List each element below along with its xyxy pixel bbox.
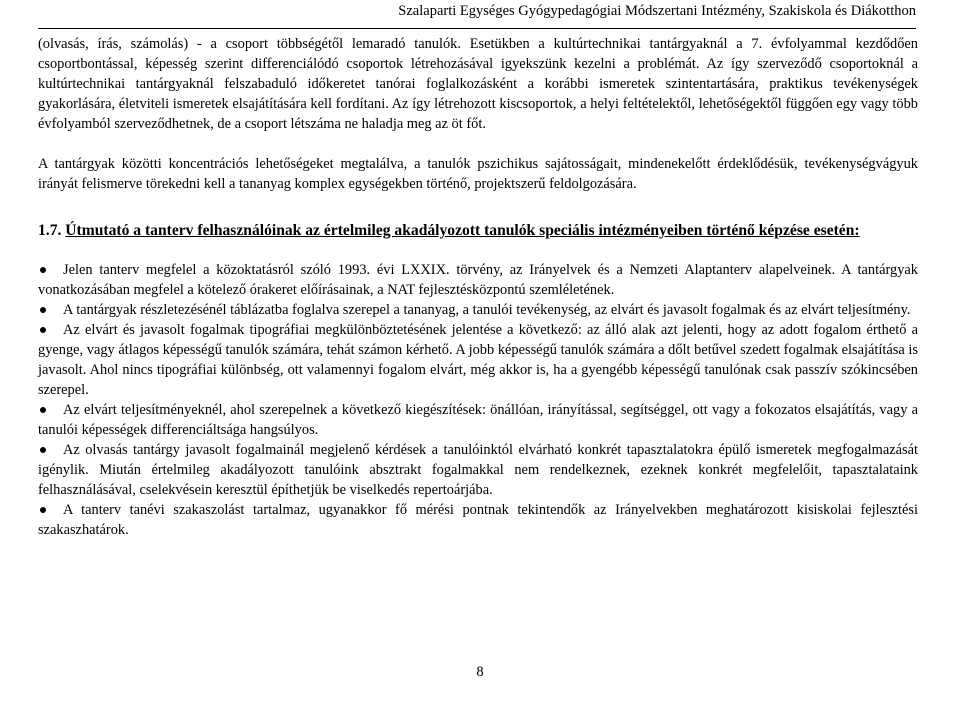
list-item <box>38 320 918 400</box>
section-number: 1.7. <box>38 222 62 239</box>
page-footer <box>0 662 960 682</box>
bullet-text: Az elvárt teljesítményeknél, ahol szerepelnek a következő kiegészítések: önállóan, irányítással, segítséggel, ott vagy a fokozatos elsajátítás, vagy a tanulói képességek differenciáltsága hangsúlyos. <box>38 402 918 438</box>
section-title: Útmutató a tanterv felhasználóinak az értelmileg akadályozott tanulók speciális intézményeiben történő képzése esetén: <box>65 222 860 239</box>
page-number: 8 <box>476 664 484 680</box>
list-item <box>38 300 918 320</box>
list-item <box>38 440 918 500</box>
list-item <box>38 260 918 300</box>
bullet-text: Az elvárt és javasolt fogalmak tipográfiai megkülönböztetésének jelentése a következő: az álló alak azt jelenti, hogy az adott fogalom érthető a gyenge, vagy átlagos képességű tanulók számára, tehát számon kérhető. A jobb képességű tanulók számára a dőlt betűvel szedett fogalmak elsajátítása is javasolt. Ahol nincs tipográfiai különbség, ott valamennyi fogalom elvárt, még akkor is, ha a gyengébb képességű tanulónak csak passzív szókincsében szerepel. <box>38 322 918 398</box>
bullet-icon <box>40 407 46 413</box>
header-title: Szalaparti Egységes Gyógypedagógiai Módszertani Intézmény, Szakiskola és Diákotthon <box>398 3 916 19</box>
bullet-icon <box>40 447 46 453</box>
bullet-text: A tantárgyak részletezésénél táblázatba foglalva szerepel a tananyag, a tanulói tevékenység, az elvárt és javasolt fogalmak és az elvárt teljesítmény. <box>63 302 911 318</box>
bullet-text: Jelen tanterv megfelel a közoktatásról szóló 1993. évi LXXIX. törvény, az Irányelvek és a Nemzeti Alaptanterv alapelveinek. A tantárgyak vonatkozásában megfelel a kötelező órakeret előírásainak, a NAT fejlesztésközpontú szemléletének. <box>38 262 918 298</box>
bullet-icon <box>40 307 46 313</box>
bullet-text: A tanterv tanévi szakaszolást tartalmaz, ugyanakkor fő mérési pontnak tekintendők az Irányelvekben meghatározott kisiskolai fejlesztési szakaszhatárok. <box>38 502 918 538</box>
bullet-text: Az olvasás tantárgy javasolt fogalmainál megjelenő kérdések a tanulóinktól elvárható konkrét tapasztalatokra épülő ismeretek megfogalmazását igénylik. Miután értelmileg akadályozott tanulóink absztrakt fogalmakkal nem rendelkeznek, ezeknek konkrét megfelelőit, tapasztalataink felhasználásával, cselekvésein keresztül építhetjük be viselkedés repertoárjába. <box>38 442 918 498</box>
bullet-icon <box>40 267 46 273</box>
bullet-icon <box>40 507 46 513</box>
bullet-list <box>38 260 918 540</box>
paragraph-intro: (olvasás, írás, számolás) - a csoport többségétől lemaradó tanulók. Esetükben a kultúrtechnikai tantárgyaknál a 7. évfolyammal kezdődően csoportbontással, képesség szerint differenciálódó csoportok létrehozásával igyekszünk kezelni a problémát. Az így szerveződő csoportoknál a kultúrtechnikai tantárgyaknál felszabaduló időkeretet tanórai foglalkozásként a korábbi ismeretek szintentartására, praktikus tevékenységek gyakorlására, életviteli ismeretek elsajátítására kell fordítani. Az így létrehozott kiscsoportok, a helyi feltételektől, lehetőségektől függően egy vagy több évfolyamból szerveződhetnek, de a csoport létszáma ne haladja meg az öt főt. <box>38 36 918 132</box>
section-heading <box>38 220 918 242</box>
list-item <box>38 500 918 540</box>
page-header <box>38 0 916 29</box>
list-item <box>38 400 918 440</box>
paragraph-concentration: A tantárgyak közötti koncentrációs lehetőségeket megtalálva, a tanulók pszichikus sajátosságait, mindenekelőtt érdeklődésük, tevékenységvágyuk irányát felismerve törekedni kell a tananyag komplex egységekben történő, projektszerű feldolgozására. <box>38 156 918 192</box>
bullet-icon <box>40 327 46 333</box>
document-body <box>38 34 918 540</box>
